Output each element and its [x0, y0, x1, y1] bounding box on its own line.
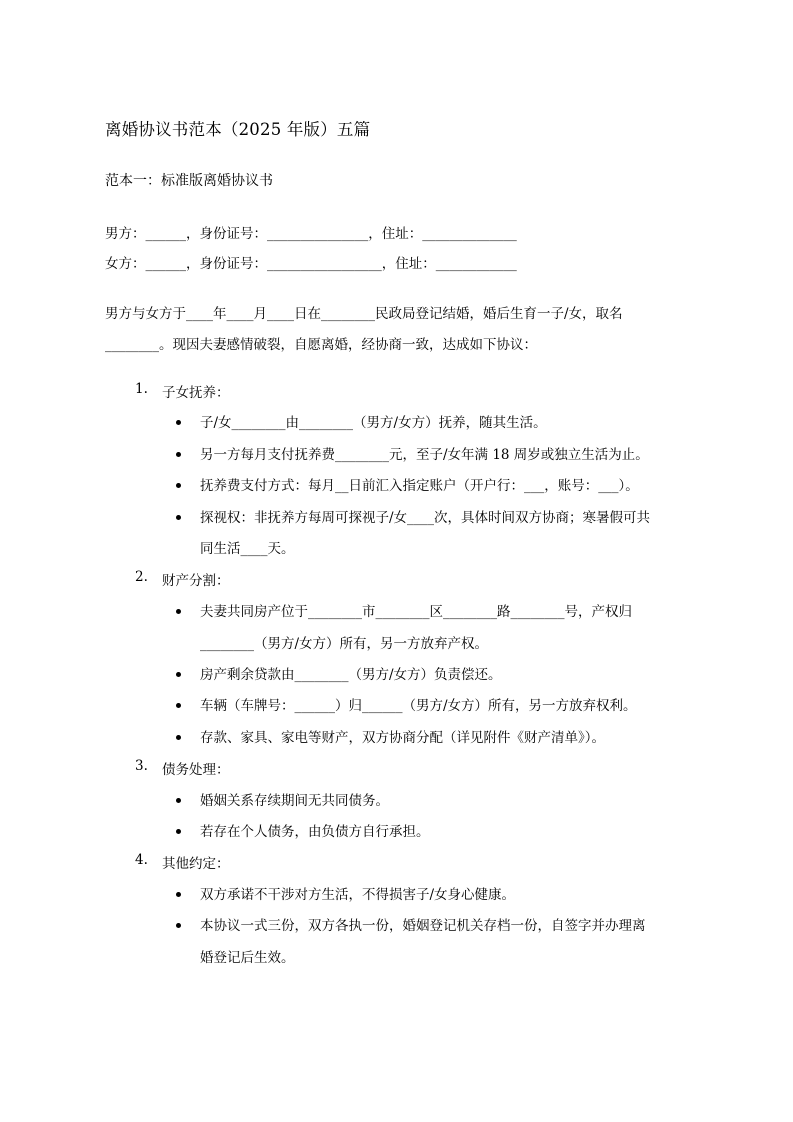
bullet-icon [176, 672, 181, 677]
intro-line: ________。现因夫妻感情破裂，自愿离婚，经协商一致，达成如下协议： [105, 337, 537, 353]
list-item: 房产剩余贷款由________（男方/女方）负责偿还。 [200, 667, 502, 683]
list-item: 探视权：非抚养方每周可探视子/女____次，具体时间双方协商；寒暑假可共 [200, 510, 651, 526]
bullet-icon [176, 735, 181, 740]
list-item-continuation: ________（男方/女方）所有，另一方放弃产权。 [200, 636, 489, 652]
party-line-female: 女方：______，身份证号：_________________，住址：____________ [105, 256, 517, 272]
section-number: 3. [135, 758, 148, 774]
section-heading: 其他约定： [162, 856, 230, 872]
section-number: 1. [135, 381, 148, 397]
bullet-icon [176, 483, 181, 488]
list-item: 车辆（车牌号：______）归______（男方/女方）所有，另一方放弃权利。 [200, 698, 637, 714]
bullet-icon [176, 420, 181, 425]
section-heading: 财产分割： [162, 573, 230, 589]
bullet-icon [176, 609, 181, 614]
bullet-icon [176, 452, 181, 457]
list-item: 子/女________由________（男方/女方）抚养，随其生活。 [200, 415, 547, 431]
section-title: 范本一：标准版离婚协议书 [105, 173, 273, 189]
document-title: 离婚协议书范本（2025 年版）五篇 [105, 120, 371, 139]
list-item: 另一方每月支付抚养费________元，至子/女年满 18 周岁或独立生活为止。 [200, 447, 649, 463]
list-item: 抚养费支付方式：每月__日前汇入指定账户（开户行：___，账号：___）。 [200, 478, 639, 494]
bullet-icon [176, 892, 181, 897]
list-item: 双方承诺不干涉对方生活，不得损害子/女身心健康。 [200, 887, 516, 903]
bullet-icon [176, 703, 181, 708]
section-heading: 子女抚养： [162, 385, 230, 401]
list-item-continuation: 婚登记后生效。 [200, 950, 295, 966]
section-heading: 债务处理： [162, 762, 230, 778]
bullet-icon [176, 829, 181, 834]
intro-line: 男方与女方于____年____月____日在________民政局登记结婚，婚后生育一子/女，取名 [105, 306, 623, 322]
bullet-icon [176, 923, 181, 928]
list-item: 若存在个人债务，由负债方自行承担。 [200, 824, 430, 840]
list-item-continuation: 同生活____天。 [200, 541, 295, 557]
party-line-male: 男方：______，身份证号：_______________，住址：______________ [105, 226, 517, 242]
list-item: 婚姻关系存续期间无共同债务。 [200, 793, 389, 809]
bullet-icon [176, 515, 181, 520]
list-item: 本协议一式三份，双方各执一份，婚姻登记机关存档一份，自签字并办理离 [200, 918, 646, 934]
section-number: 2. [135, 569, 148, 585]
list-item: 存款、家具、家电等财产，双方协商分配（详见附件《财产清单》）。 [200, 730, 605, 746]
list-item: 夫妻共同房产位于________市________区________路________号，产权归 [200, 604, 632, 620]
bullet-icon [176, 798, 181, 803]
section-number: 4. [135, 852, 148, 868]
